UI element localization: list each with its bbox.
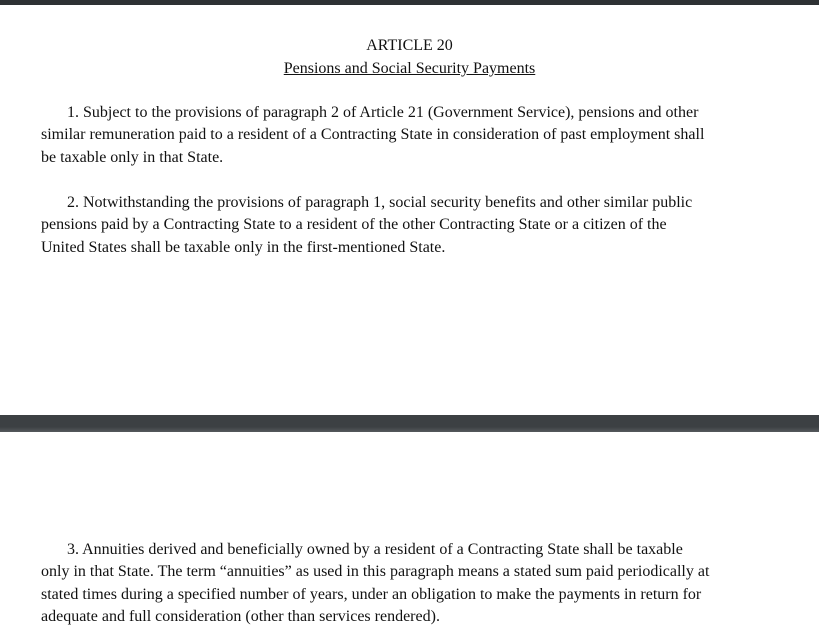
paragraph-line: pensions paid by a Contracting State to a resident of the other Contracting State or a citizen of the	[41, 216, 667, 234]
paragraph-line: only in that State. The term “annuities” as used in this paragraph means a stated sum paid periodically at	[41, 563, 710, 581]
paragraph-line: adequate and full consideration (other than services rendered).	[41, 607, 440, 625]
document-page-2	[0, 432, 819, 642]
paragraph-2	[41, 192, 801, 259]
article-subtitle-text: Pensions and Social Security Payments	[283, 60, 536, 77]
paragraph-line: 1. Subject to the provisions of paragraph 2 of Article 21 (Government Service), pensions and other	[67, 104, 699, 121]
paragraph-line: similar remuneration paid to a resident of a Contracting State in consideration of past employment shall	[41, 126, 705, 144]
document-page-1	[0, 5, 819, 415]
paragraph-line: United States shall be taxable only in the first-mentioned State.	[41, 238, 446, 256]
paragraph-3	[41, 539, 801, 628]
paragraph-line: stated times during a specified number of years, under an obligation to make the payments in return for	[41, 585, 702, 603]
page-separator	[0, 415, 819, 432]
paragraph-line: 3. Annuities derived and beneficially owned by a resident of a Contracting State shall be taxable	[67, 541, 683, 558]
article-subtitle	[0, 58, 819, 80]
paragraph-1	[41, 102, 801, 169]
article-title: ARTICLE 20	[366, 37, 453, 54]
paragraph-line: be taxable only in that State.	[41, 148, 224, 166]
paragraph-line: 2. Notwithstanding the provisions of paragraph 1, social security benefits and other similar public	[67, 194, 693, 211]
